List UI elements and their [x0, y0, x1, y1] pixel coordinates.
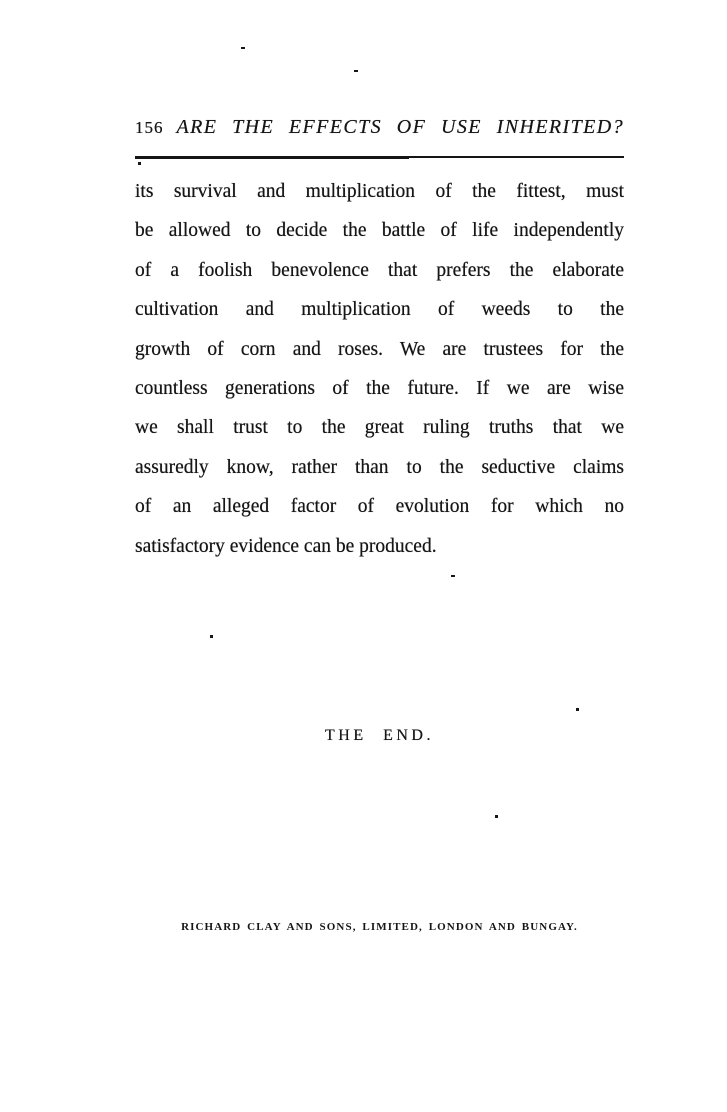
body-line: we shall trust to the great ruling truths that we	[135, 417, 624, 439]
running-head	[135, 116, 624, 139]
body-line: its survival and multiplication of the fittest, must	[135, 181, 624, 202]
body-line: assuredly know, rather than to the seductive claims	[135, 456, 624, 478]
scan-speck	[210, 635, 213, 638]
body-line: satisfactory evidence can be produced.	[135, 535, 437, 557]
body-line: cultivation and multiplication of weeds to the	[135, 299, 624, 321]
scan-speck	[495, 815, 498, 818]
body-line: of an alleged factor of evolution for which no	[135, 496, 624, 518]
the-end-label: THE END.	[325, 727, 434, 744]
body-line: be allowed to decide the battle of life independently	[135, 220, 624, 242]
body-line: of a foolish benevolence that prefers the elaborate	[135, 259, 624, 281]
scan-speck	[138, 162, 141, 165]
scan-speck	[451, 575, 455, 577]
body-paragraph	[135, 172, 624, 566]
header-rule	[135, 156, 624, 158]
scan-speck	[354, 70, 358, 72]
running-head-title: ARE THE EFFECTS OF USE INHERITED?	[176, 116, 624, 138]
scan-speck	[576, 708, 579, 711]
body-line: growth of corn and roses. We are trustees for the	[135, 338, 624, 360]
page-number: 156	[135, 118, 164, 137]
body-line: countless generations of the future. If we are wise	[135, 378, 624, 400]
scan-speck	[241, 47, 245, 49]
printer-imprint: RICHARD CLAY AND SONS, LIMITED, LONDON AND BUNGAY.	[181, 921, 578, 933]
